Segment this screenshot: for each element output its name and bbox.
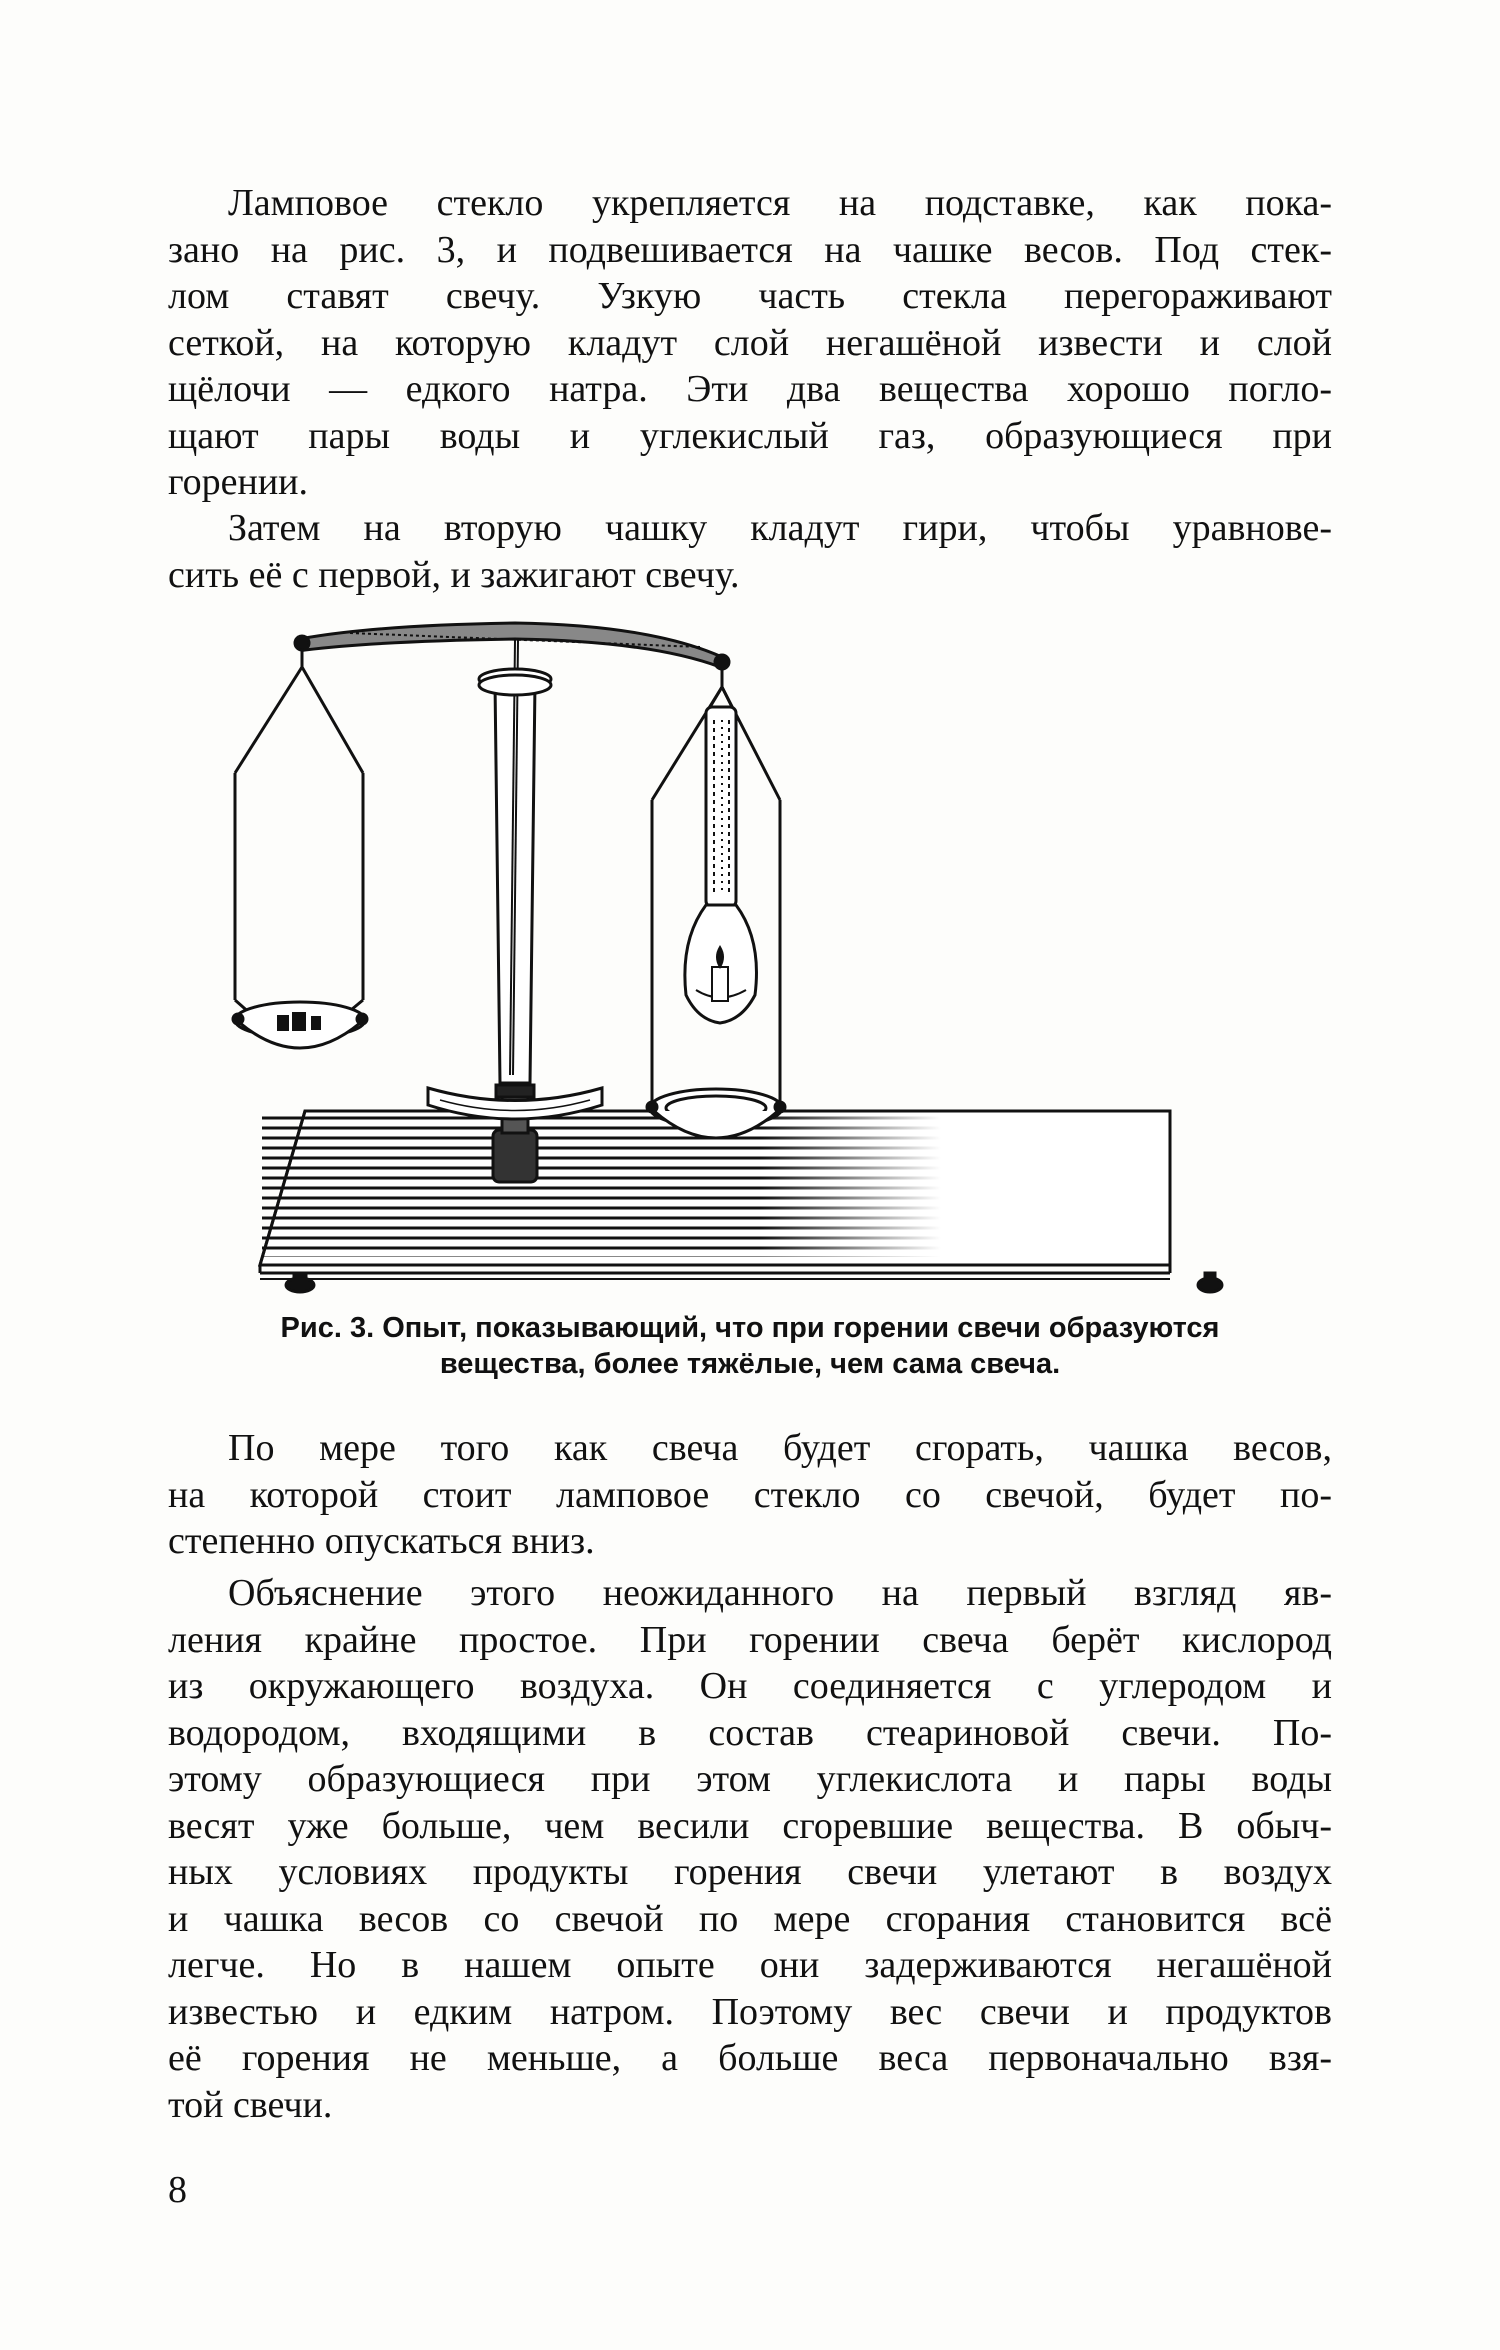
text-line: лом ставят свечу. Узкую часть стекла перегораживают <box>168 275 1332 317</box>
text-line: Ламповое стекло укрепляется на подставке, как пока- <box>228 182 1332 224</box>
text-line: горении. <box>168 461 309 503</box>
paragraph-1 <box>168 180 1332 506</box>
text-line: той свечи. <box>168 2083 333 2126</box>
text-line: ления крайне простое. При горении свеча берёт кислород <box>168 1618 1332 1661</box>
text-line: Объяснение этого неожиданного на первый взгляд яв- <box>228 1572 1332 1614</box>
text-line: известью и едким натром. Поэтому вес свечи и продуктов <box>168 1990 1332 2033</box>
balance-scale-illustration <box>230 595 1270 1295</box>
text-line: легче. Но в нашем опыте они задерживаются негашёной <box>168 1944 1332 1986</box>
paragraph-4 <box>168 1570 1332 2128</box>
text-line: её горения не меньше, а больше веса первоначально взя- <box>168 2037 1332 2079</box>
paragraph-2 <box>168 505 1332 598</box>
page-number: 8 <box>168 2169 187 2211</box>
base-board <box>260 1111 1222 1292</box>
text-line: на которой стоит ламповое стекло со свечой, будет по- <box>168 1473 1332 1516</box>
text-line: этому образующиеся при этом углекислота и пары воды <box>168 1758 1332 1800</box>
text-line: щают пары воды и углекислый газ, образующиеся при <box>168 414 1332 457</box>
text-line: По мере того как свеча будет сгорать, чашка весов, <box>228 1427 1332 1469</box>
paragraph-3 <box>168 1425 1332 1565</box>
text-line: из окружающего воздуха. Он соединяется с углеродом и <box>168 1665 1332 1707</box>
text-line: щёлочи — едкого натра. Эти два вещества хорошо погло- <box>168 368 1332 410</box>
caption-line: Рис. 3. Опыт, показывающий, что при горении свечи образуются <box>280 1312 1220 1344</box>
text-line: весят уже больше, чем весили сгоревшие вещества. В обыч- <box>168 1804 1332 1847</box>
text-line: Затем на вторую чашку кладут гири, чтобы уравнове- <box>228 507 1332 549</box>
balance-beam <box>295 623 729 669</box>
text-line: и чашка весов со свечой по мере сгорания становится всё <box>168 1897 1332 1940</box>
caption-line: вещества, более тяжёлые, чем сама свеча. <box>439 1348 1061 1380</box>
text-line: сить её с первой, и зажигают свечу. <box>168 553 740 596</box>
text-line: водородом, входящими в состав стеариновой свечи. По- <box>168 1711 1332 1754</box>
text-line: степенно опускаться вниз. <box>168 1520 595 1562</box>
text-line: ных условиях продукты горения свечи улетают в воздух <box>168 1851 1332 1893</box>
text-line: зано на рис. 3, и подвешивается на чашке весов. Под стек- <box>168 228 1332 271</box>
text-line: сеткой, на которую кладут слой негашёной извести и слой <box>168 321 1332 364</box>
left-pan <box>233 650 367 1048</box>
figure-caption <box>168 1310 1332 1382</box>
